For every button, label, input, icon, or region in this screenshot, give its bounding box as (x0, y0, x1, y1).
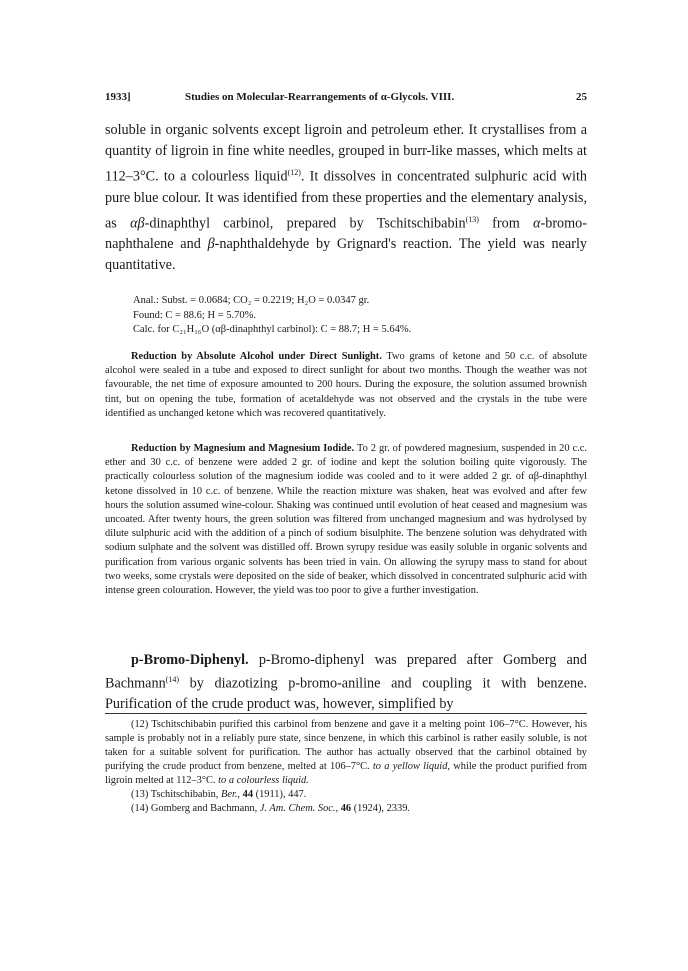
header-year: 1933] (105, 91, 131, 103)
footnote-12-italic-2: to a colourless liquid. (218, 775, 309, 786)
reduction-magnesium-heading: Reduction by Magnesium and Magnesium Iodide. (131, 443, 355, 454)
footnote-14 (105, 802, 587, 816)
footnote-14-pages: (1924), 2339. (351, 803, 410, 814)
footnote-12-text: (12) Tschitschibabin purified this carbinol from benzene and gave it a melting point 106–7°C. However, his sample is probably not in a reliably pure state, since benzene, in which this carbinol is rather easily soluble, is not taken for a suitable solvent for purification. The author has actually observed that the carbinol obtained by purifying the crude product from benzene, melted at 106–7°C. (105, 719, 587, 772)
footnote-14-volume: 46 (338, 803, 352, 814)
footnote-13-journal: Ber., (220, 789, 241, 800)
footnote-ref-13: (13) (465, 214, 479, 224)
greek-alpha: α (533, 215, 541, 232)
footnote-12-mid: while the product purified from ligroin melted at 112–3°C. (105, 761, 587, 786)
bromo-diphenyl-heading: p-Bromo-Diphenyl. (131, 652, 249, 668)
intro-text-5: -bromo-naphthalene and (105, 215, 587, 253)
footnotes (105, 718, 587, 816)
footnote-12-italic-1: to a yellow liquid, (372, 761, 450, 772)
footnote-divider (105, 713, 587, 714)
elemental-analysis (133, 294, 573, 338)
analysis-line-3: Calc. for C₂₁H₁₆O (αβ-dinaphthyl carbinol): C = 88.7; H = 5.64%. (133, 324, 412, 335)
greek-beta: β (207, 236, 215, 253)
bromo-diphenyl-text-2: by diazotizing p-bromo-aniline and coupling it with benzene. Purification of the crude product was, however, simplified by (105, 675, 587, 712)
intro-text-4: from (478, 215, 534, 232)
header-running-title: Studies on Molecular-Rearrangements of α-Glycols. VIII. (185, 91, 455, 103)
bromo-diphenyl-text-1: p-Bromo-diphenyl was prepared after Gomberg and Bachmann (105, 652, 587, 692)
reduction-alcohol-heading: Reduction by Absolute Alcohol under Direct Sunlight. (131, 351, 382, 362)
header-page-number: 25 (576, 91, 587, 103)
footnote-14-author: (14) Gomberg and Bachmann, (131, 803, 260, 814)
reduction-magnesium-text: To 2 gr. of powdered magnesium, suspended in 20 c.c. ether and 30 c.c. of benzene were added 2 gr. of iodine and kept the solution boiling quite vigorously. The practically colourless solution of the magnesium iodide was cooled and to it were added 2 gr. of αβ-dinaphthyl ketone dissolved in 10 c.c. of benzene. While the reaction mixture was shaken, heat was evolved and after few hours the solution assumed wine-colour. Shaking was continued until evolution of heat ceased and magnesium was uncoated. After twenty hours, the green solution was filtered from unchanged magnesium and was hydrolysed by dilute sulphuric acid with the addition of a pinch of sodium bisulphite. The benzene solution was dehydrated with sodium sulphate and the solvent was distilled off. Brown syrupy residue was easily soluble in organic solvents and purification from various organic solvents has been tried in vain. On allowing the syrupy mass to stand for about two weeks, some crystals were deposited on the side of beaker, which dissolved in concentrated sulphuric acid with intense green colouration. However, the yield was too poor to give a further investigation. (105, 443, 587, 597)
intro-text-3: -dinaphthyl carbinol, prepared by Tschitschibabin (144, 215, 466, 232)
footnote-ref-14: (14) (165, 675, 179, 684)
analysis-line-2: Found: C = 88.6; H = 5.70%. (133, 309, 256, 321)
footnote-13-volume: 44 (240, 789, 254, 800)
footnote-14-journal: J. Am. Chem. Soc., (259, 803, 339, 814)
footnote-12 (105, 718, 587, 788)
reduction-magnesium-paragraph (105, 442, 587, 598)
intro-paragraph (105, 120, 587, 276)
reduction-alcohol-paragraph (105, 350, 587, 421)
intro-text-2: . It dissolves in concentrated sulphuric acid with pure blue colour. It was identified from these properties and the elementary analysis, as (105, 168, 587, 232)
footnote-13-pages: (1911), 447. (253, 789, 307, 800)
reduction-alcohol-text: Two grams of ketone and 50 c.c. of absolute alcohol were sealed in a tube and exposed to direct sunlight for about two months. Though the weather was not favourable, the net time of exposure amounted to 200 hours. During the exposure, the solution assumed brownish tint, but on opening the tube, formation of acetaldehyde was not observed and the crystals in the tube were identified as unchanged ketone which was recovered quantitatively. (105, 351, 587, 419)
bromo-diphenyl-paragraph (105, 650, 587, 714)
footnote-13 (105, 788, 587, 802)
intro-text-1: soluble in organic solvents except ligroin and petroleum ether. It crystallises from a quantity of ligroin in fine white needles, grouped in burr-like masses, which melts at 112–3°C. to a colourless liquid (105, 122, 587, 185)
footnote-13-author: (13) Tschitschibabin, (131, 789, 221, 800)
running-header (105, 91, 587, 107)
intro-text-6: -naphthaldehyde by Grignard's reaction. The yield was nearly quantitative. (105, 236, 587, 274)
analysis-line-1: Anal.: Subst. = 0.0684; CO₂ = 0.2219; H₂O = 0.0347 gr. (133, 295, 370, 306)
footnote-ref-12: (12) (287, 168, 301, 177)
greek-alpha-beta: αβ (130, 215, 145, 232)
